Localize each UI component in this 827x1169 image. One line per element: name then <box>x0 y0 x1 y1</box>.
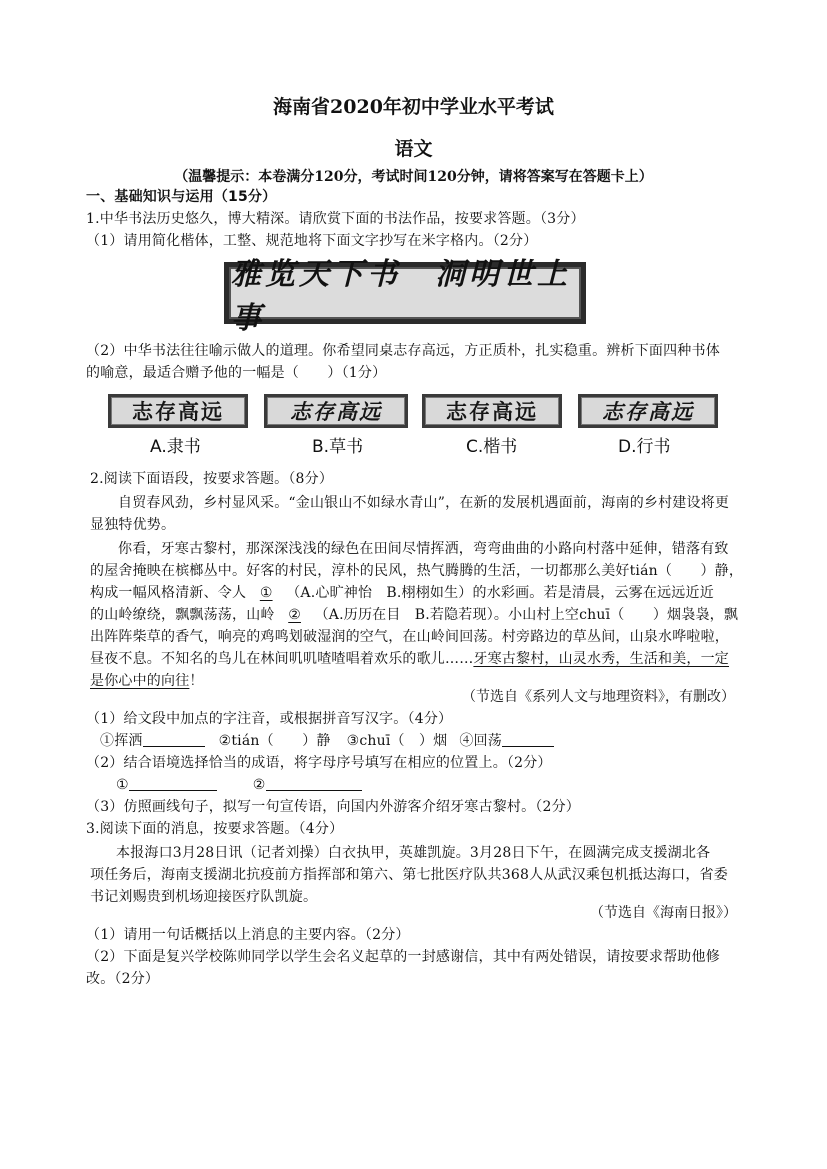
q2-p2-line6 <box>90 648 729 670</box>
calligraphy-artwork <box>224 257 586 336</box>
q3-news-line3: 书记刘赐贵到机场迎接医疗队凯旋。 <box>90 889 318 905</box>
q2-p2-line2: 的屋舍掩映在槟榔丛中。好客的村民，淳朴的民风，热气腾腾的生活，一切都那么美好tián（ ）静， <box>90 563 744 579</box>
q2-p2-line5: 出阵阵柴草的香气，响亮的鸡鸣划破湿润的空气，在山岭间回荡。村旁路边的草丛间，山泉水哗啦啦， <box>90 629 729 645</box>
q2-source: （节选自《系列人文与地理资料》，有删改） <box>462 689 735 705</box>
blank-1: ① <box>259 585 273 601</box>
q3-source: （节选自《海南日报》） <box>590 905 737 921</box>
q2-sub1-item4: ④回荡 <box>459 733 502 749</box>
q2-p1-line2: 显独特优势。 <box>90 517 176 533</box>
q3-sub2-line2: 改。（2分） <box>86 971 160 987</box>
option-a-artwork <box>108 394 248 428</box>
q2-p2-line4 <box>90 604 738 626</box>
q2-p2-line3b: （A.心旷神怡 B.栩栩如生）的水彩画。若是清晨，云雾在远远近近 <box>286 585 714 601</box>
q2-sub1-item3: ③chuī（ ）烟 <box>346 733 448 749</box>
calligraphy-text: 雅览天下书 洞明世上事 <box>229 267 581 319</box>
option-a-label: A.隶书 <box>150 437 201 457</box>
option-d-art-text: 志存高远 <box>581 397 715 425</box>
option-a-art-text: 志存高远 <box>111 397 245 425</box>
option-c-art-text: 志存高远 <box>425 397 559 425</box>
option-b-label: B.草书 <box>312 437 364 457</box>
q2-sub2: （2）结合语境选择恰当的成语，将字母序号填写在相应的位置上。（2分） <box>86 755 552 771</box>
section-heading: 一、基础知识与运用（15分） <box>86 189 277 205</box>
q1-sub2-line1: （2）中华书法往往喻示做人的道理。你希望同桌志存高远，方正质朴，扎实稳重。辨析下面四种书体 <box>86 343 720 359</box>
q2-p2-line7-end: ！ <box>189 673 204 689</box>
q1-stem: 1.中华书法历史悠久，博大精深。请欣赏下面的书法作品，按要求答题。（3分） <box>86 211 585 227</box>
q3-news-line1: 本报海口3月28日讯（记者刘操）白衣执甲，英雄凯旋。3月28日下午，在圆满完成支援湖北各 <box>116 845 711 861</box>
exam-tips: （温馨提示：本卷满分120分，考试时间120分钟，请将答案写在答题卡上） <box>174 169 653 185</box>
underlined-sentence-part2: 是你心中的向往 <box>90 673 190 689</box>
option-b-art-text: 志存高远 <box>267 397 405 425</box>
blank-2: ② <box>288 607 301 623</box>
option-d-artwork <box>578 394 718 428</box>
answer-blank-4[interactable] <box>502 732 554 747</box>
q2-p2-line4b: （A.历历在目 B.若隐若现）。小山村上空chuī（ ）烟袅袅，飘 <box>314 607 739 623</box>
underlined-sentence-part1: 牙寒古黎村，山灵水秀，生活和美，一定 <box>473 651 730 667</box>
q2-sub1-item1: ①挥洒 <box>100 733 143 749</box>
q2-p2-line4a: 的山岭缭绕，飘飘荡荡，山岭 <box>90 607 275 623</box>
q1-sub1: （1）请用简化楷体，工整、规范地将下面文字抄写在米字格内。（2分） <box>86 233 538 249</box>
option-c-artwork <box>422 394 562 428</box>
q2-sub1-items <box>100 730 554 752</box>
q2-stem: 2.阅读下面语段，按要求答题。（8分） <box>90 471 334 487</box>
q3-news-line2: 项任务后，海南支援湖北抗疫前方指挥部和第六、第七批医疗队共368人从武汉乘包机抵达海口，省委 <box>90 867 728 883</box>
answer-blank-idiom-2[interactable] <box>266 776 362 791</box>
q2-sub2-items <box>116 774 362 796</box>
q2-p1-line1: 自贸春风劲，乡村显风采。“金山银山不如绿水青山”，在新的发展机遇面前，海南的乡村建设将更 <box>118 495 730 511</box>
q3-sub1: （1）请用一句话概括以上消息的主要内容。（2分） <box>86 927 410 943</box>
q2-p2-line1: 你看，牙寒古黎村，那深深浅浅的绿色在田间尽情挥洒，弯弯曲曲的小路向村落中延伸，错落有致 <box>118 541 729 557</box>
q2-p2-line3a: 构成一幅风格清新、令人 <box>90 585 247 601</box>
q2-p2-line7 <box>90 670 204 692</box>
q2-sub1: （1）给文段中加点的字注音，或根据拼音写汉字。（4分） <box>86 711 453 727</box>
option-b-artwork <box>264 394 408 428</box>
exam-title: 海南省2020年初中学业水平考试 <box>273 96 554 118</box>
answer-blank-1[interactable] <box>143 732 205 747</box>
q2-sub2-item2: ② <box>252 777 266 793</box>
q2-sub3: （3）仿照画线句子，拟写一句宣传语，向国内外游客介绍牙寒古黎村。（2分） <box>86 799 581 815</box>
q2-p2-line3 <box>90 582 714 604</box>
q2-p2-line6a: 昼夜不息。不知名的鸟儿在林间叽叽喳喳唱着欢乐的歌儿…… <box>90 651 474 667</box>
q3-stem: 3.阅读下面的消息，按要求答题。（4分） <box>86 821 344 837</box>
q2-sub1-item2: ②tián（ ）静 <box>218 733 331 749</box>
q1-sub2-line2: 的喻意，最适合赠予他的一幅是（ ）（1分） <box>86 365 387 381</box>
q3-sub2-line1: （2）下面是复兴学校陈帅同学以学生会名义起草的一封感谢信，其中有两处错误，请按要求帮助他修 <box>86 949 720 965</box>
answer-blank-idiom-1[interactable] <box>129 776 217 791</box>
q2-sub2-item1: ① <box>116 777 129 793</box>
subject-title: 语文 <box>394 138 433 160</box>
option-d-label: D.行书 <box>618 437 671 457</box>
option-c-label: C.楷书 <box>466 437 518 457</box>
